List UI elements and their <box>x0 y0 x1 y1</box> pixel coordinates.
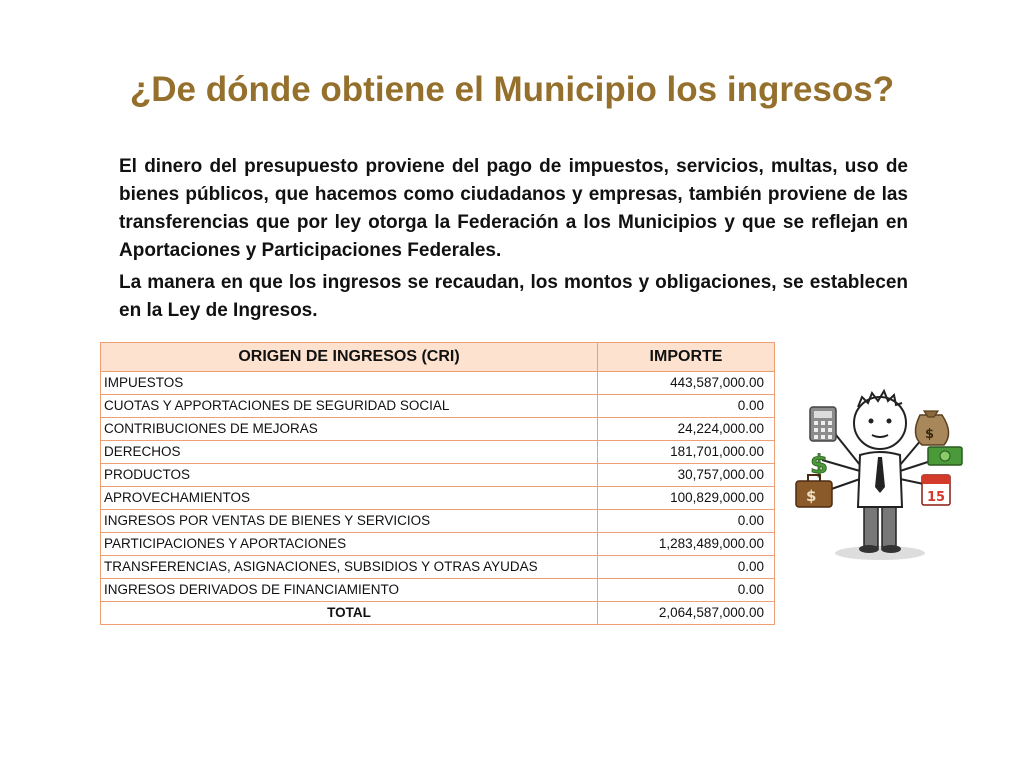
row-label: INGRESOS DERIVADOS DE FINANCIAMIENTO <box>101 579 598 602</box>
table-row <box>101 579 775 602</box>
table-row <box>101 441 775 464</box>
row-label: PARTICIPACIONES Y APORTACIONES <box>101 533 598 556</box>
table-row <box>101 556 775 579</box>
calendar-number: 15 <box>926 490 946 505</box>
banknote-icon <box>928 447 962 465</box>
income-table <box>100 342 775 625</box>
row-amount: 100,829,000.00 <box>598 487 775 510</box>
money-bag-symbol: $ <box>925 427 935 442</box>
legs <box>859 505 901 553</box>
row-amount: 30,757,000.00 <box>598 464 775 487</box>
row-amount: 24,224,000.00 <box>598 418 775 441</box>
table-row <box>101 464 775 487</box>
row-label: IMPUESTOS <box>101 372 598 395</box>
row-label: CONTRIBUCIONES DE MEJORAS <box>101 418 598 441</box>
row-amount: 181,701,000.00 <box>598 441 775 464</box>
shadow <box>835 546 925 560</box>
green-dollar-symbol: $ <box>810 450 829 480</box>
head <box>854 391 906 449</box>
busy-person-illustration <box>782 375 982 565</box>
table-row <box>101 395 775 418</box>
row-amount: 443,587,000.00 <box>598 372 775 395</box>
table-row <box>101 372 775 395</box>
money-bag-icon <box>915 411 948 445</box>
calculator-icon <box>810 407 836 441</box>
row-label: APROVECHAMIENTOS <box>101 487 598 510</box>
row-label: PRODUCTOS <box>101 464 598 487</box>
header-origen: ORIGEN DE INGRESOS (CRI) <box>101 343 598 372</box>
row-amount: 0.00 <box>598 556 775 579</box>
page-title: ¿De dónde obtiene el Municipio los ingresos? <box>129 70 895 109</box>
row-label: DERECHOS <box>101 441 598 464</box>
row-amount: 0.00 <box>598 395 775 418</box>
row-amount: 0.00 <box>598 510 775 533</box>
total-row <box>101 602 775 625</box>
paragraph-ley-de-ingresos: La manera en que los ingresos se recaudan, los montos y obligaciones, se establecen en la Ley de Ingresos. <box>119 272 908 321</box>
row-amount: 0.00 <box>598 579 775 602</box>
table-row <box>101 487 775 510</box>
calendar-icon <box>922 475 950 505</box>
row-label: CUOTAS Y APPORTACIONES DE SEGURIDAD SOCIAL <box>101 395 598 418</box>
row-amount: 1,283,489,000.00 <box>598 533 775 556</box>
header-importe: IMPORTE <box>598 343 775 372</box>
table-row <box>101 533 775 556</box>
row-label: INGRESOS POR VENTAS DE BIENES Y SERVICIOS <box>101 510 598 533</box>
total-amount: 2,064,587,000.00 <box>598 602 775 625</box>
row-label: TRANSFERENCIAS, ASIGNACIONES, SUBSIDIOS Y OTRAS AYUDAS <box>101 556 598 579</box>
table-header-row <box>101 343 775 372</box>
table-row <box>101 510 775 533</box>
paragraph-budget-sources: El dinero del presupuesto proviene del pago de impuestos, servicios, multas, uso de bienes públicos, que hacemos como ciudadanos y empresas, también proviene de las transferencias que por ley otorga la Federación a los Municipios y que se reflejan en Aportaciones y Participaciones Federales. <box>119 156 908 261</box>
total-label: TOTAL <box>101 602 598 625</box>
briefcase-symbol: $ <box>806 487 817 505</box>
table-row <box>101 418 775 441</box>
body-text <box>119 153 908 329</box>
